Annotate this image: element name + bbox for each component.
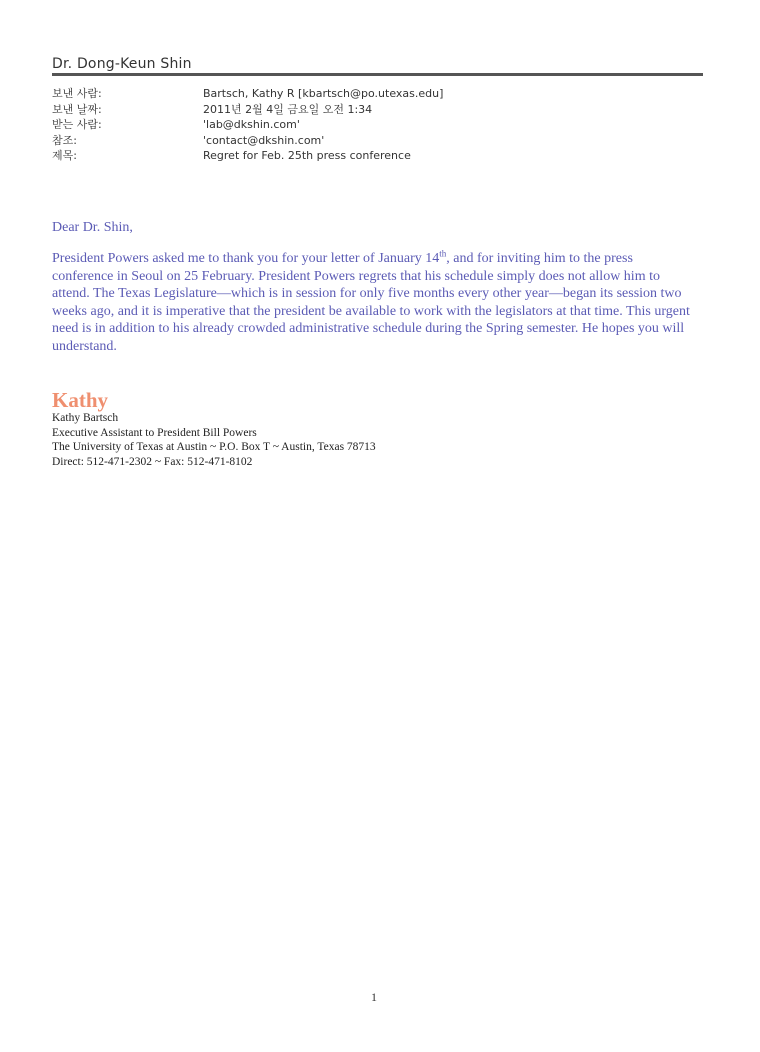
page-number: 1 [371,990,377,1004]
meta-value: 'lab@dkshin.com' [203,118,300,131]
letter-paragraph [52,250,692,355]
meta-label: 참조: [52,133,77,147]
signature-script-name: Kathy [52,388,109,412]
meta-value: 'contact@dkshin.com' [203,133,325,147]
meta-label: 보낸 사람: [52,87,102,100]
meta-row-cc [52,133,692,149]
meta-label: 보낸 날짜: [52,102,102,116]
signature-phones: Direct: 512-471-2302 ~ Fax: 512-471-8102 [52,455,253,468]
signature-address: The University of Texas at Austin ~ P.O. Box T ~ Austin, Texas 78713 [52,441,376,453]
meta-label: 받는 사람: [52,118,102,131]
letter-text-part1: President Powers asked me to thank you for your letter of January 14 [52,251,440,266]
letter-text-sup: th [439,248,447,259]
signature-block [52,389,692,469]
meta-label: 제목: [52,149,77,162]
letter-body [52,219,692,355]
signature-title: Executive Assistant to President Bill Powers [52,426,257,439]
meta-row-subject [52,148,692,164]
meta-row-to [52,117,692,133]
meta-row-from [52,86,692,102]
page-header [52,53,703,76]
letter-greeting: Dear Dr. Shin, [52,220,133,235]
header-name: Dr. Dong-Keun Shin [52,56,192,72]
email-meta [52,86,692,164]
meta-value: 2011년 2월 4일 금요일 오전 1:34 [203,102,373,116]
signature-full-name: Kathy Bartsch [52,412,119,424]
meta-value: Regret for Feb. 25th press conference [203,149,411,162]
letter-text-part2: , and for inviting him to the press conference in Seoul on 25 February. President Powers regrets that his schedule simply does not allow him to attend. The Texas Legislature—which is in session for only five months every other year—began its session two weeks ago, and it is imperative that the president be available to work with the legislators at that time. This urgent need is in addition to his already crowded administrative schedule during the Spring semester. He hopes you will understand. [52,251,690,354]
meta-row-date [52,102,692,118]
meta-value: Bartsch, Kathy R [kbartsch@po.utexas.edu] [203,87,444,100]
